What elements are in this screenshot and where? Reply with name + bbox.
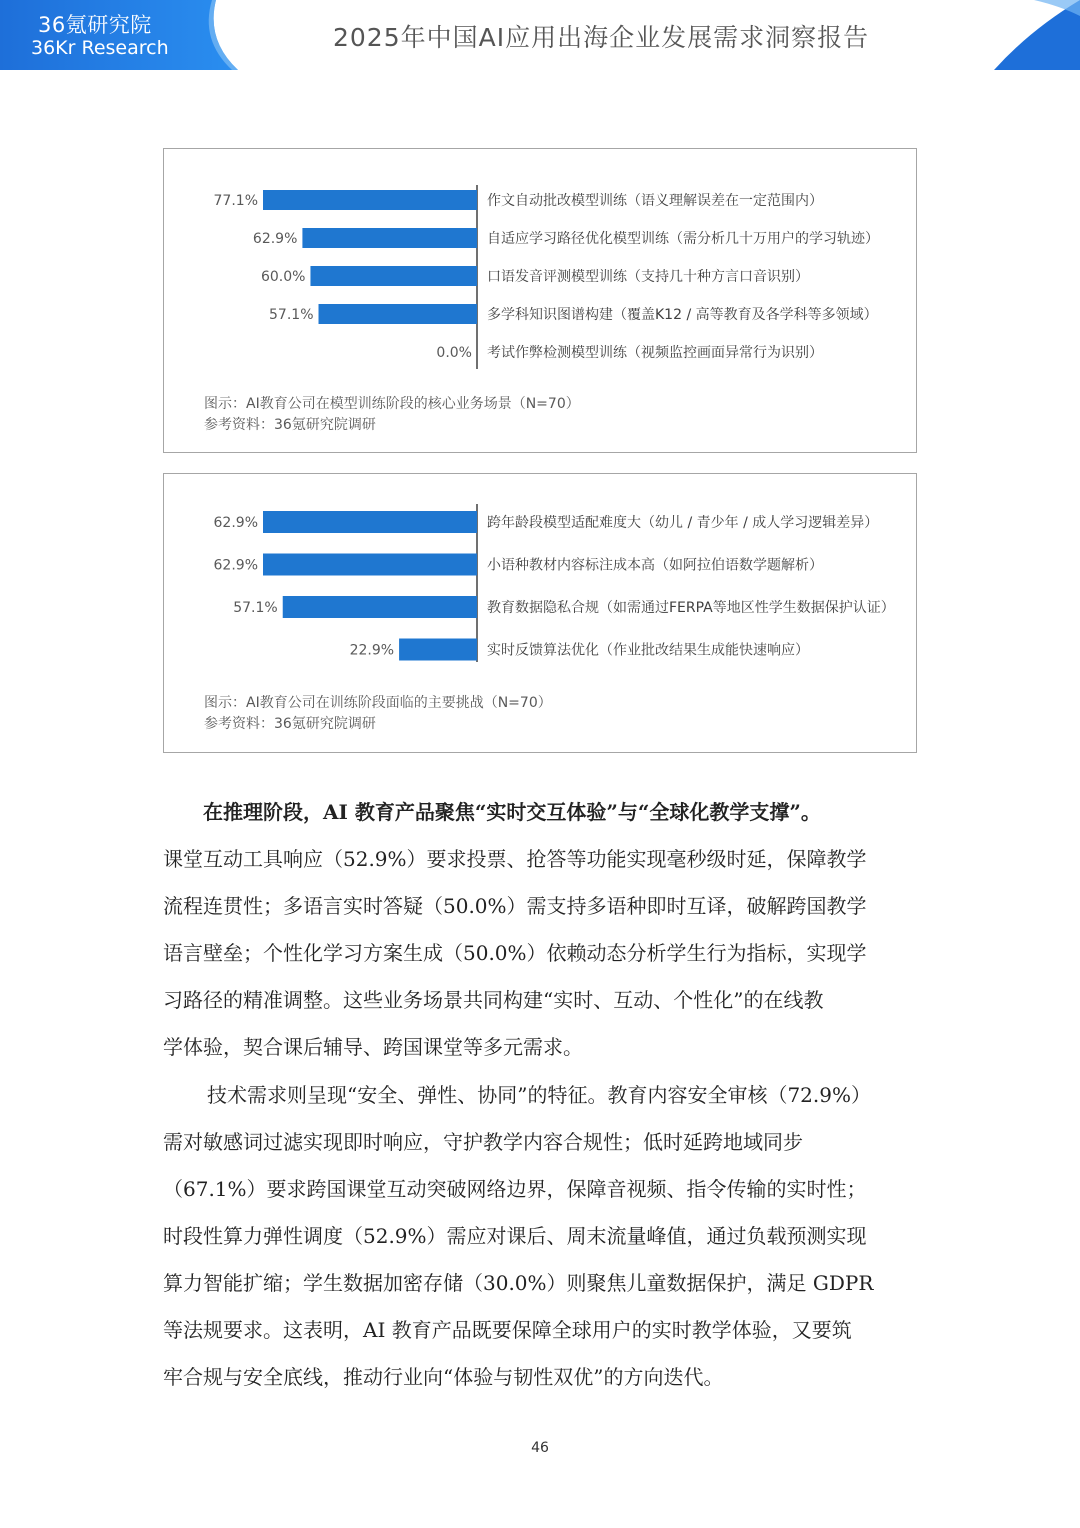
chart-source: 参考资料：36氪研究院调研	[204, 716, 376, 732]
chart-value-label: 62.9%	[213, 557, 258, 574]
paragraph-line: 时段性算力弹性调度（52.9%）需应对课后、周末流量峰值，通过负载预测实现	[163, 1224, 867, 1248]
chart-training-scenarios-plot	[164, 149, 918, 389]
paragraph-lead: 在推理阶段，AI 教育产品聚焦“实时交互体验”与“全球化教学支撑”。	[203, 800, 821, 824]
chart-value-label: 57.1%	[233, 600, 278, 616]
paragraph-line: 课堂互动工具响应（52.9%）要求投票、抢答等功能实现毫秒级时延，保障教学	[163, 847, 867, 871]
chart-category-label: 教育数据隐私合规（如需通过FERPA等地区性学生数据保护认证）	[487, 600, 895, 616]
paragraph-line: 习路径的精准调整。这些业务场景共同构建“实时、互动、个性化”的在线教	[163, 988, 824, 1012]
chart-category-label: 作文自动批改模型训练（语义理解误差在一定范围内）	[487, 193, 823, 209]
chart-training-scenarios	[163, 148, 917, 453]
chart-bar	[263, 511, 477, 533]
paragraph-line: 语言壁垒；个性化学习方案生成（50.0%）依赖动态分析学生行为指标，实现学	[163, 941, 867, 965]
logo-english: 36Kr Research	[31, 37, 169, 59]
corner-decoration	[990, 0, 1080, 70]
chart-bar	[399, 639, 477, 661]
page-header	[0, 0, 1080, 70]
chart-value-label: 0.0%	[436, 345, 472, 361]
logo-chinese: 36氪研究院	[38, 13, 152, 37]
chart-category-label: 考试作弊检测模型训练（视频监控画面异常行为识别）	[487, 345, 823, 361]
chart-caption: 图示：AI教育公司在模型训练阶段的核心业务场景（N=70）	[204, 396, 580, 412]
paragraph-line: 学体验，契合课后辅导、跨国课堂等多元需求。	[163, 1035, 583, 1059]
chart-value-label: 60.0%	[260, 269, 306, 285]
paragraph-inference	[163, 789, 919, 1071]
chart-value-label: 62.9%	[213, 515, 258, 531]
chart-category-label: 跨年龄段模型适配难度大（幼儿 / 青少年 / 成人学习逻辑差异）	[487, 515, 879, 531]
page-number: 46	[531, 1440, 549, 1456]
chart-category-label: 多学科知识图谱构建（覆盖K12 / 高等教育及各学科等多领域）	[487, 307, 878, 323]
chart-training-challenges-plot	[164, 474, 918, 684]
chart-bar	[283, 596, 477, 618]
chart-value-label: 57.1%	[269, 307, 314, 323]
paragraph-line: 流程连贯性；多语言实时答疑（50.0%）需支持多语种即时互译，破解跨国教学	[163, 894, 867, 918]
chart-bar	[310, 266, 477, 286]
report-title: 2025年中国AI应用出海企业发展需求洞察报告	[333, 23, 870, 52]
chart-category-label: 实时反馈算法优化（作业批改结果生成能快速响应）	[487, 642, 809, 659]
chart-value-label: 22.9%	[349, 642, 395, 659]
paragraph-tech-requirements	[163, 1072, 919, 1401]
chart-bar	[263, 190, 477, 210]
paragraph-line: 需对敏感词过滤实现即时响应，守护教学内容合规性；低时延跨地域同步	[163, 1130, 803, 1154]
chart-caption: 图示：AI教育公司在训练阶段面临的主要挑战（N=70）	[204, 695, 552, 711]
paragraph-line: 等法规要求。这表明，AI 教育产品既要保障全球用户的实时教学体验，又要筑	[163, 1318, 852, 1342]
chart-value-label: 62.9%	[252, 231, 298, 247]
paragraph-line: 牢合规与安全底线，推动行业向“体验与韧性双优”的方向迭代。	[163, 1365, 724, 1389]
chart-category-label: 自适应学习路径优化模型训练（需分析几十万用户的学习轨迹）	[487, 231, 879, 247]
paragraph-line: 算力智能扩缩；学生数据加密存储（30.0%）则聚焦儿童数据保护，满足 GDPR	[163, 1271, 874, 1295]
chart-bar	[263, 554, 477, 576]
chart-source: 参考资料：36氪研究院调研	[204, 417, 376, 433]
chart-training-challenges	[163, 473, 917, 753]
chart-bar	[319, 304, 477, 324]
chart-category-label: 口语发音评测模型训练（支持几十种方言口音识别）	[487, 269, 809, 285]
chart-bar	[302, 228, 477, 248]
chart-value-label: 77.1%	[213, 193, 258, 209]
paragraph-line: （67.1%）要求跨国课堂互动突破网络边界，保障音视频、指令传输的实时性；	[163, 1177, 867, 1201]
paragraph-line: 技术需求则呈现“安全、弹性、协同”的特征。教育内容安全审核（72.9%）	[207, 1083, 871, 1107]
chart-category-label: 小语种教材内容标注成本高（如阿拉伯语数学题解析）	[487, 557, 823, 574]
